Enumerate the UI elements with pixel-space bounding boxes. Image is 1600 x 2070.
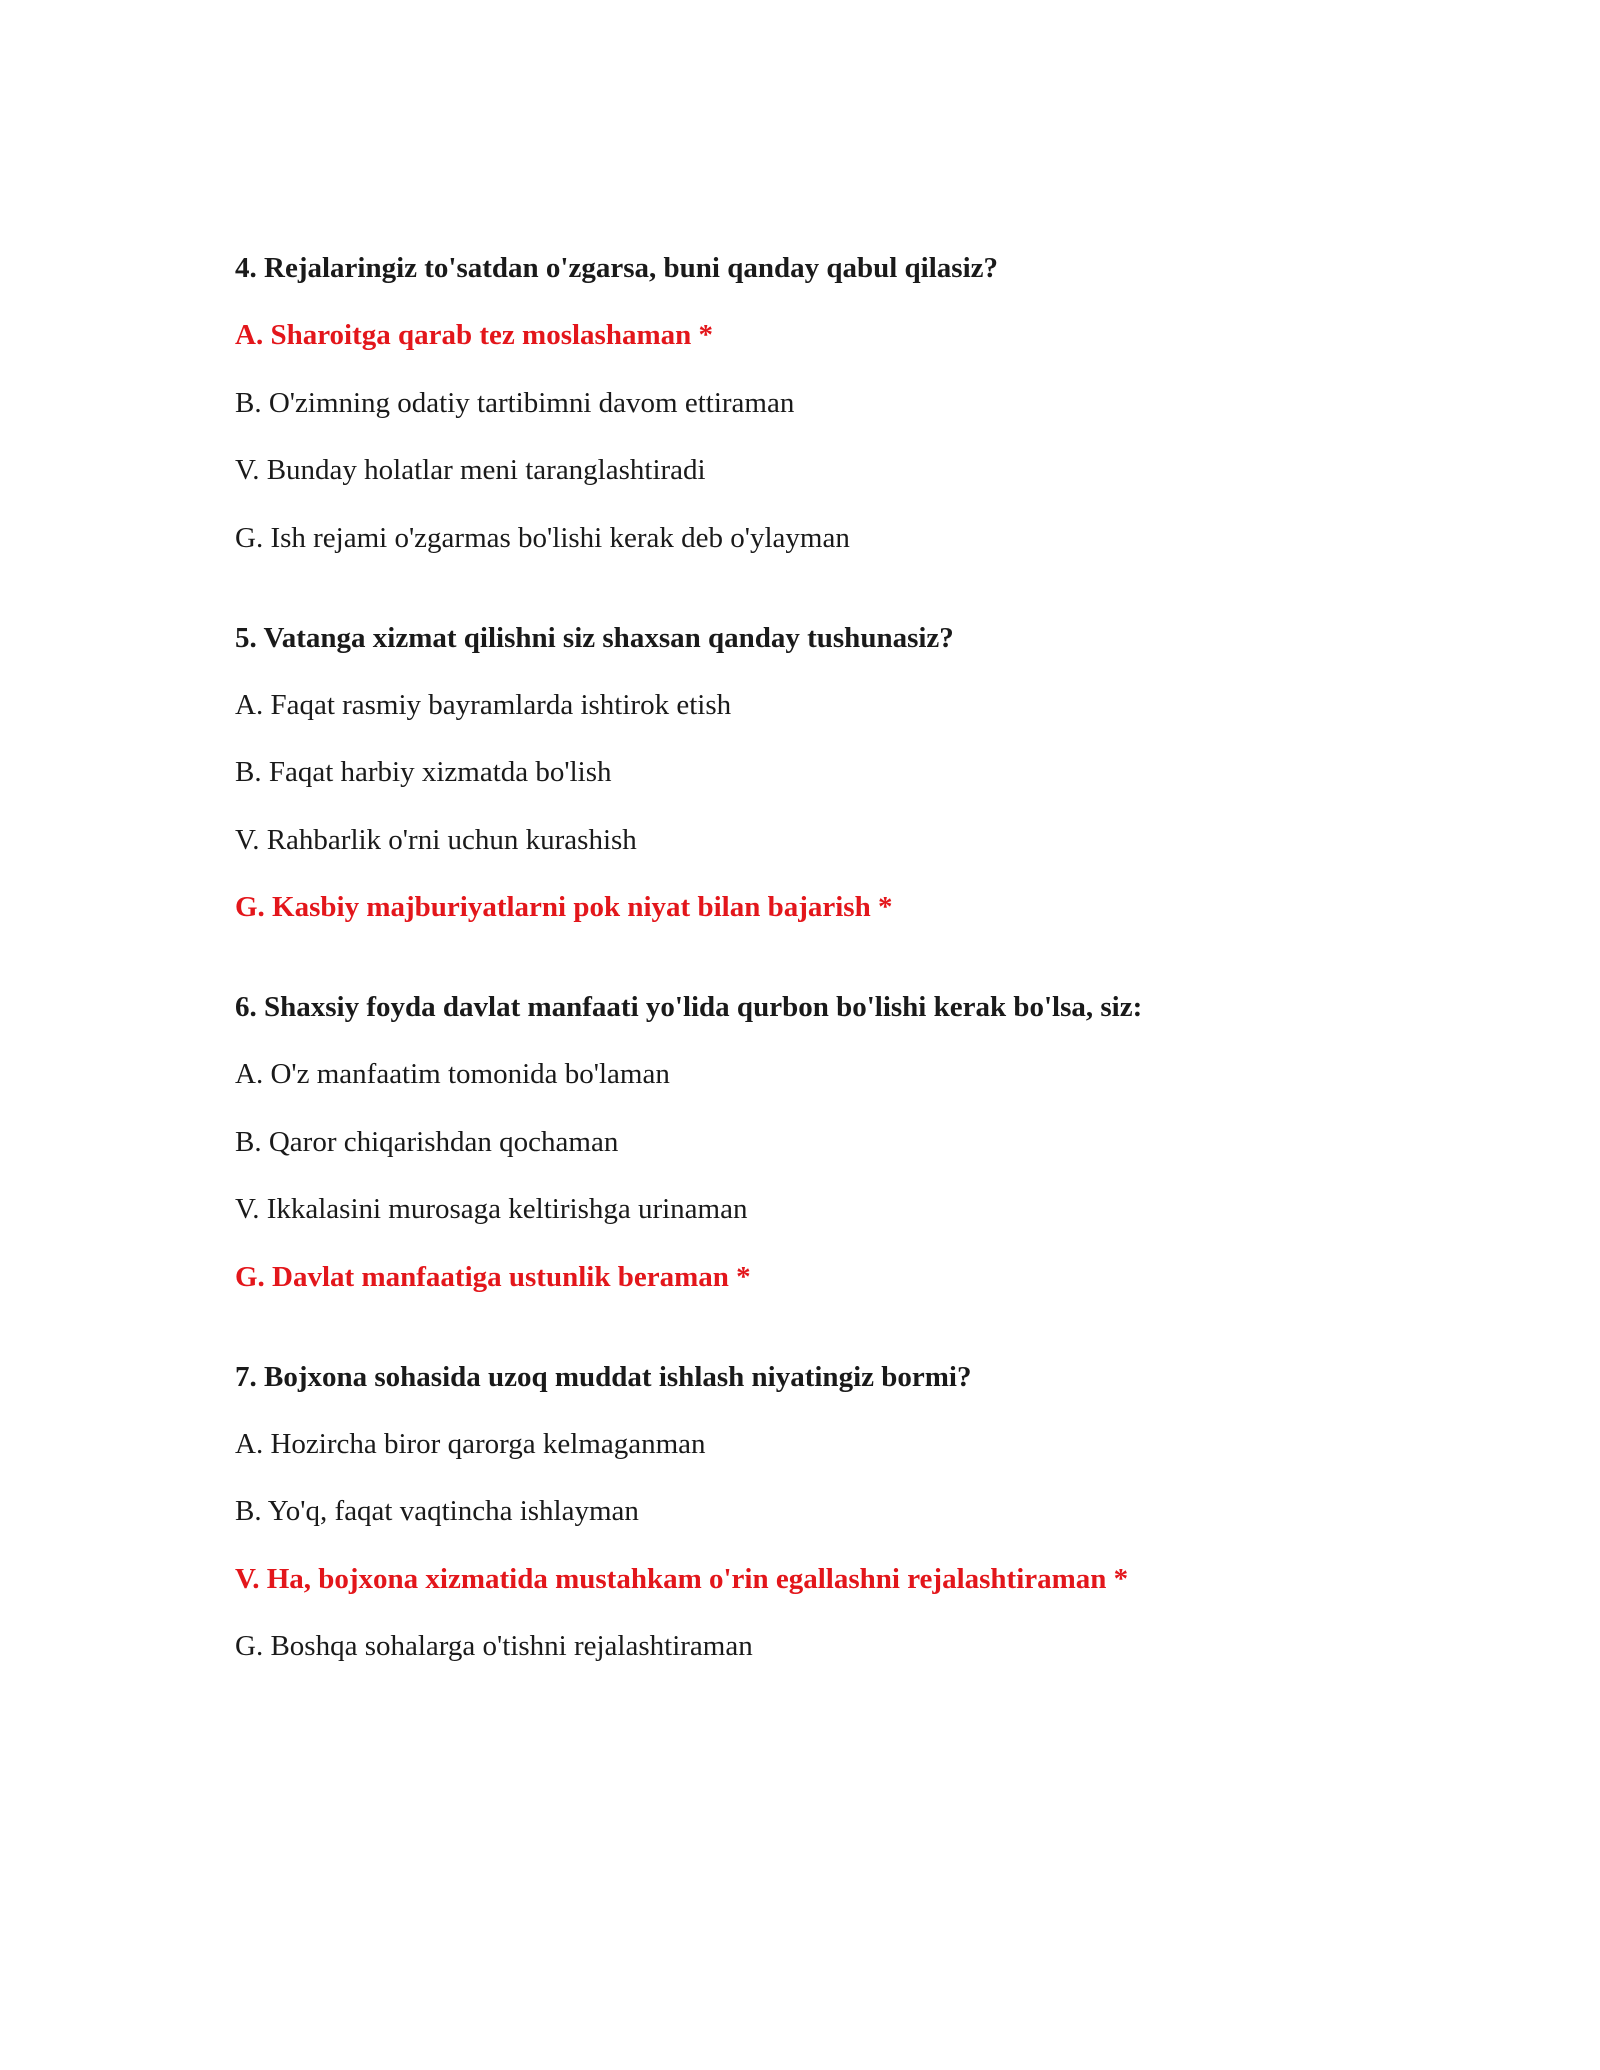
correct-answer-option: G. Kasbiy majburiyatlarni pok niyat bilan bajarish * [235,891,893,923]
answer-options [235,319,1415,555]
correct-answer-option: G. Davlat manfaatiga ustunlik beraman * [235,1260,751,1293]
question-block-5 [235,622,1415,925]
answer-option: V. Ikkalasini murosaga keltirishga urinaman [235,1193,748,1225]
document-page [235,252,1415,1730]
question-block-7 [235,1361,1415,1664]
answer-option: G. Boshqa sohalarga o'tishni rejalashtiraman [235,1630,753,1662]
correct-answer-option: V. Ha, bojxona xizmatida mustahkam o'rin egallashni rejalashtiraman * [235,1562,1129,1595]
question-title: 4. Rejalaringiz to'satdan o'zgarsa, buni qanday qabul qilasiz? [235,252,998,284]
answer-option: V. Rahbarlik o'rni uchun kurashish [235,823,637,856]
answer-option: B. Qaror chiqarishdan qochaman [235,1125,619,1158]
answer-options [235,1058,1415,1294]
answer-option: G. Ish rejami o'zgarmas bo'lishi kerak deb o'ylayman [235,521,850,554]
answer-options [235,1428,1415,1664]
answer-option: A. Faqat rasmiy bayramlarda ishtirok etish [235,688,732,721]
answer-option: B. Faqat harbiy xizmatda bo'lish [235,756,612,788]
question-title: 6. Shaxsiy foyda davlat manfaati yo'lida qurbon bo'lishi kerak bo'lsa, siz: [235,991,1143,1023]
correct-answer-option: A. Sharoitga qarab tez moslashaman * [235,319,713,351]
answer-options [235,689,1415,925]
question-block-4 [235,252,1415,555]
question-block-6 [235,991,1415,1294]
answer-option: V. Bunday holatlar meni taranglashtiradi [235,454,706,486]
answer-option: A. Hozircha biror qarorga kelmaganman [235,1427,706,1460]
answer-option: B. O'zimning odatiy tartibimni davom ettiraman [235,386,795,419]
question-title: 7. Bojxona sohasida uzoq muddat ishlash niyatingiz bormi? [235,1360,972,1393]
question-title: 5. Vatanga xizmat qilishni siz shaxsan qanday tushunasiz? [235,621,954,654]
answer-option: B. Yo'q, faqat vaqtincha ishlayman [235,1495,639,1527]
answer-option: A. O'z manfaatim tomonida bo'laman [235,1058,670,1090]
